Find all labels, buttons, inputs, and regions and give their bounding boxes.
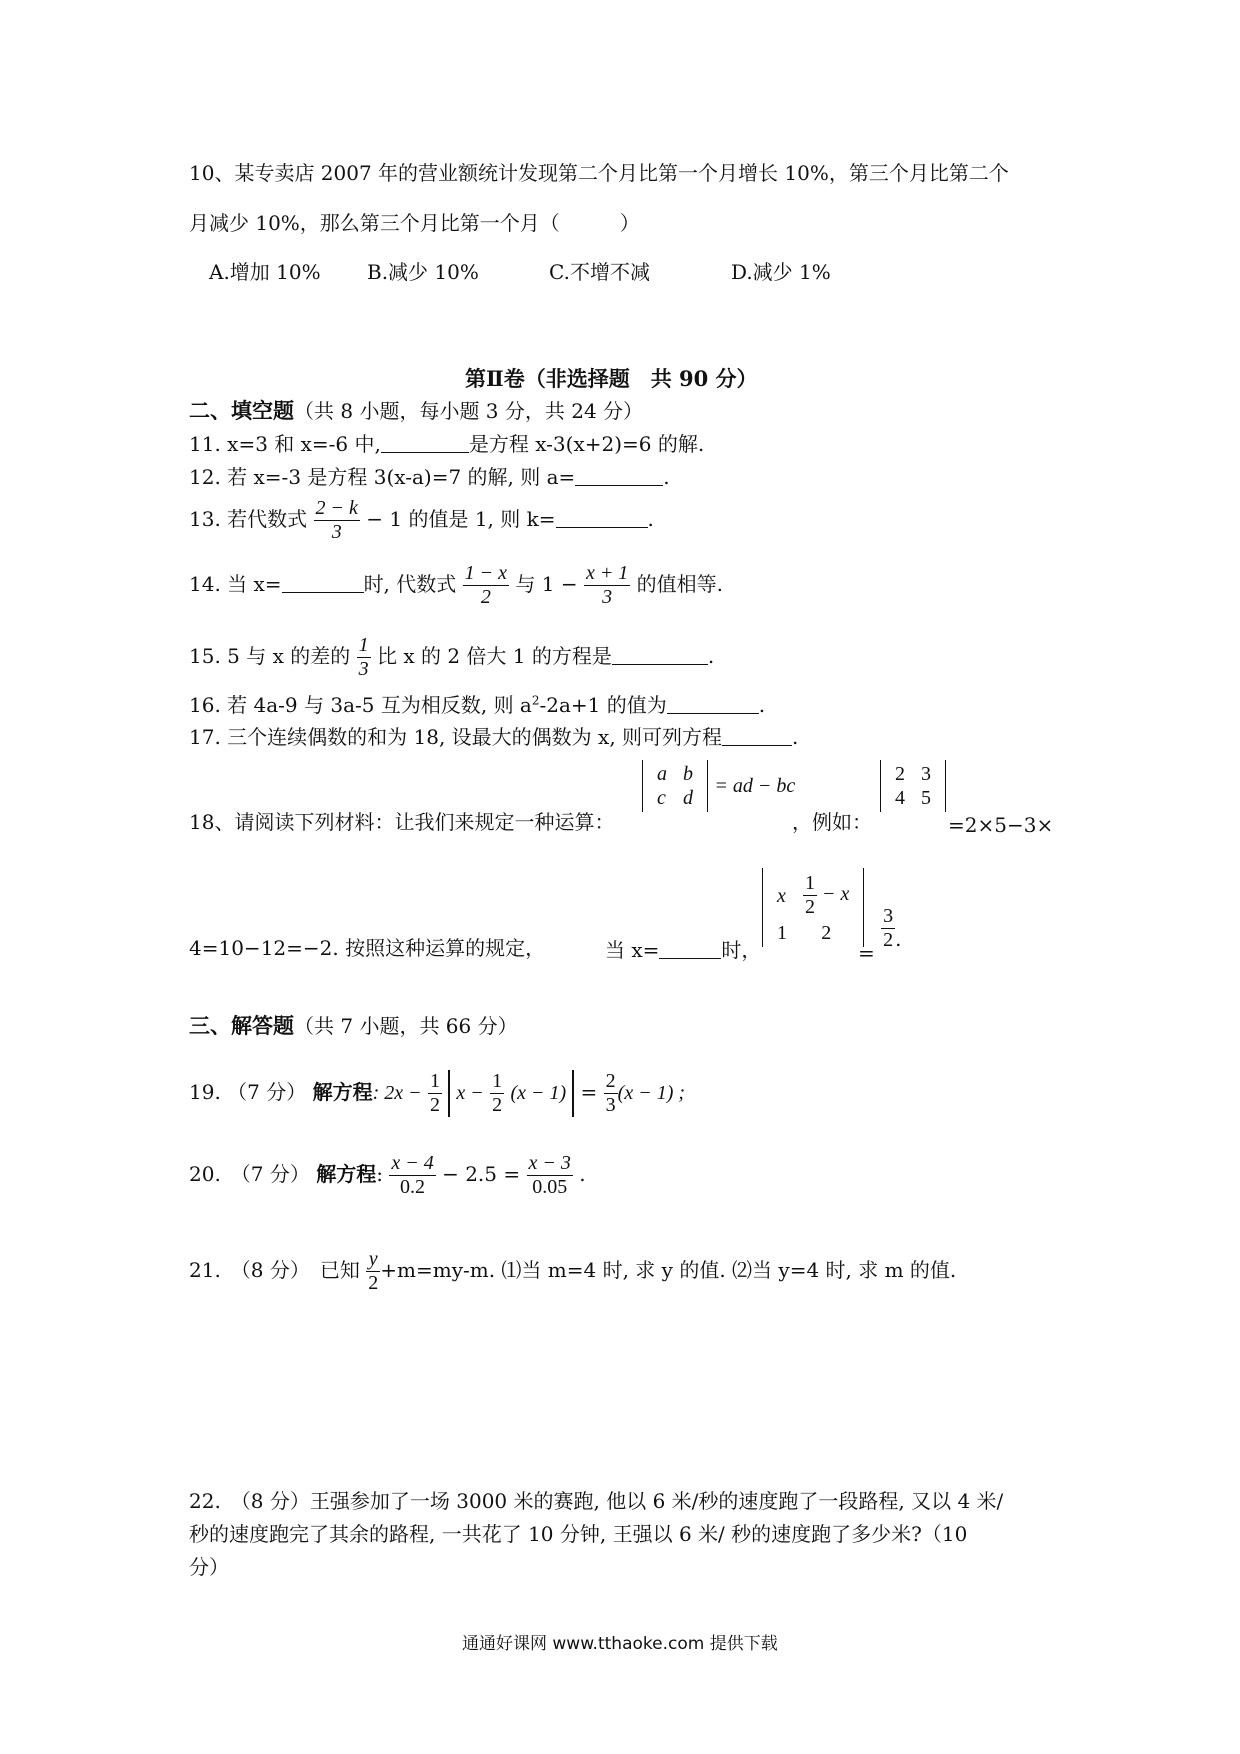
- q19-frac2-den: 2: [492, 1094, 503, 1116]
- q18-det3-x: x: [777, 884, 786, 907]
- q18-example-det: [880, 760, 946, 812]
- q13: [189, 497, 654, 544]
- q18-det3-frac-num: 1: [805, 872, 815, 894]
- q18-res-den: 2: [883, 929, 894, 951]
- q21-frac: [366, 1248, 380, 1295]
- q20-frac2: [527, 1152, 573, 1199]
- q22-line3: 分）: [189, 1555, 229, 1579]
- part2-title: 第Ⅱ卷（非选择题 共 90 分）: [465, 366, 758, 391]
- q19-text-a: : 2x −: [372, 1082, 422, 1104]
- q19-label: 解方程: [312, 1080, 373, 1104]
- q16: [189, 693, 765, 715]
- q16-text-b: -2a+1 的值为: [539, 693, 667, 717]
- q14-fraction-1: [463, 562, 509, 609]
- q18-det3-d: 2: [821, 922, 832, 944]
- q14-text-a: 14. 当 x=: [189, 572, 282, 596]
- q18-det3-frac: [803, 872, 817, 919]
- q18-det3-box: [762, 868, 864, 947]
- q20-frac1: [389, 1152, 435, 1199]
- q15-text-c: .: [707, 644, 715, 668]
- q18-det2-d: 5: [921, 787, 931, 809]
- q14-fraction-2: [584, 562, 630, 609]
- q12-text-a: 12. 若 x=-3 是方程 3(x-a)=7 的解, 则 a=: [189, 465, 576, 489]
- q19-frac3-num: 2: [605, 1070, 616, 1092]
- q15-fraction: [357, 634, 371, 681]
- q20-frac2-num: x − 3: [528, 1152, 571, 1174]
- q16-text-c: .: [758, 693, 766, 717]
- q13-text-d: .: [647, 507, 654, 531]
- q12: [189, 465, 670, 487]
- q20: [189, 1152, 586, 1199]
- q21-frac-num: y: [366, 1248, 380, 1272]
- q18-determinant-def: [642, 760, 795, 812]
- q20-label: 解方程: [316, 1162, 377, 1186]
- q18-det2-a: 2: [895, 763, 905, 785]
- q14-text-d: 的值相等.: [636, 572, 724, 596]
- q13-numerator: 2 − k: [315, 497, 358, 519]
- q18-det1: [642, 760, 708, 812]
- q22-line2: 秒的速度跑完了其余的路程, 一共花了 10 分钟, 王强以 6 米/ 秒的速度跑了多少米?（10: [189, 1522, 968, 1546]
- q18-det3: [762, 868, 864, 947]
- q14-text-b: 时, 代数式: [363, 572, 457, 596]
- q18-line2a: 4=10−12=−2. 按照这种运算的规定，: [189, 936, 546, 960]
- q19-frac2-num: 1: [492, 1070, 503, 1092]
- q17-text-b: .: [792, 725, 799, 749]
- q19-frac3: [604, 1070, 618, 1117]
- q16-superscript: 2: [531, 693, 540, 708]
- q19-frac1-num: 1: [430, 1070, 441, 1092]
- q18-det2-c: 4: [895, 787, 905, 809]
- q18-res-period: .: [895, 927, 902, 951]
- q21: [189, 1248, 956, 1295]
- q13-blank[interactable]: [556, 507, 648, 528]
- q18-intro: 18、请阅读下列材料：让我们来规定一种运算：: [189, 810, 615, 834]
- q20-frac1-den: 0.2: [400, 1176, 426, 1198]
- q20-frac2-den: 0.05: [532, 1176, 568, 1198]
- q18-res-frac: [881, 905, 895, 952]
- section2-title: 二、填空题: [189, 398, 294, 423]
- q18-blank[interactable]: [659, 938, 721, 959]
- q13-fraction: [314, 497, 360, 544]
- q18-res-num: 3: [883, 905, 894, 927]
- q19-text-e: (x − 1) ;: [617, 1082, 686, 1104]
- q20-colon: :: [376, 1162, 383, 1186]
- q15: [189, 634, 714, 681]
- q11-blank[interactable]: [381, 432, 469, 453]
- q18-det3-tail: − x: [822, 883, 850, 906]
- q15-text-a: 15. 5 与 x 的差的: [189, 644, 351, 668]
- q10-option-c: C.不增不减: [549, 260, 650, 284]
- q10-option-b: B.减少 10%: [367, 260, 479, 284]
- q17-blank[interactable]: [722, 725, 792, 746]
- q14-blank[interactable]: [282, 572, 364, 593]
- q19-prefix: 19. （7 分）: [189, 1080, 307, 1104]
- q21-prefix: 21. （8 分） 已知: [189, 1258, 360, 1282]
- q18-det2: [880, 760, 946, 812]
- q18-res-equals: =: [858, 941, 875, 965]
- q14-f1-numerator: 1 − x: [464, 562, 508, 584]
- q12-text-b: .: [663, 465, 670, 489]
- section3-header: [189, 1015, 518, 1036]
- q17-text-a: 17. 三个连续偶数的和为 18, 设最大的偶数为 x, 则可列方程: [189, 725, 723, 749]
- q19-text-b: x −: [456, 1082, 484, 1104]
- q10-option-a: A.增加 10%: [209, 260, 321, 284]
- q10-line2: 月减少 10%，那么第三个月比第一个月（ ）: [189, 211, 640, 235]
- q19: [189, 1070, 685, 1117]
- q21-frac-den: 2: [368, 1272, 379, 1294]
- q22-line1: 22. （8 分）王强参加了一场 3000 米的赛跑, 他以 6 米/秒的速度跑了一段路程, 又以 4 米/: [189, 1489, 1004, 1513]
- q18-rhs: = ad − bc: [714, 775, 796, 797]
- q13-text-c: − 1 的值是 1, 则 k=: [366, 507, 556, 531]
- q16-blank[interactable]: [667, 693, 759, 714]
- q15-text-b: 比 x 的 2 倍大 1 的方程是: [376, 644, 612, 668]
- q19-frac2: [490, 1070, 504, 1117]
- q14-f1-denominator: 2: [480, 586, 491, 608]
- q18-det1-b: b: [683, 763, 693, 785]
- q15-denominator: 3: [358, 658, 369, 680]
- q19-bracket: [448, 1070, 574, 1117]
- q18-det1-c: c: [657, 787, 666, 809]
- q20-prefix: 20. （7 分）: [189, 1162, 310, 1186]
- q11-text-b: 是方程 x-3(x+2)=6 的解.: [468, 432, 705, 456]
- footer-credit: 通通好课网 www.tthaoke.com 提供下载: [462, 1634, 778, 1654]
- q18-det1-a: a: [657, 763, 667, 785]
- q18-det3-c: 1: [777, 922, 787, 944]
- section2-header: [189, 400, 643, 421]
- q11: [189, 432, 704, 454]
- q18-det3-frac-den: 2: [805, 896, 815, 918]
- q13-denominator: 3: [331, 521, 342, 543]
- q19-equals: =: [580, 1080, 598, 1104]
- q16-text-a: 16. 若 4a-9 与 3a-5 互为相反数, 则 a: [189, 693, 532, 717]
- q18-det1-d: d: [683, 787, 693, 809]
- q10-line1: 10、某专卖店 2007 年的营业额统计发现第二个月比第一个月增长 10%，第三个月比第二个: [189, 161, 1009, 185]
- q19-text-c: (x − 1): [510, 1082, 567, 1104]
- q19-frac3-den: 3: [605, 1094, 616, 1116]
- q19-frac1: [428, 1070, 442, 1117]
- q14: [189, 562, 723, 609]
- q14-f2-denominator: 3: [602, 586, 613, 608]
- q14-text-c: 与 1 −: [515, 572, 578, 596]
- q19-frac1-den: 2: [430, 1094, 441, 1116]
- q20-text-a: − 2.5 =: [442, 1162, 521, 1186]
- q20-period: .: [579, 1162, 586, 1186]
- q18-when-x: 当 x=: [605, 938, 660, 962]
- q18-example-label: ，例如：: [792, 810, 872, 834]
- section3-note: （共 7 小题，共 66 分）: [294, 1014, 518, 1038]
- q14-f2-numerator: x + 1: [585, 562, 629, 584]
- q10-option-d: D.减少 1%: [731, 260, 831, 284]
- q17: [189, 725, 798, 747]
- q21-text-b: +m=my-m. ⑴当 m=4 时, 求 y 的值. ⑵当 y=4 时, 求 m 的值.: [380, 1258, 957, 1282]
- q18-result: [858, 905, 901, 963]
- q15-numerator: 1: [358, 634, 369, 656]
- q13-text-a: 13. 若代数式: [189, 507, 308, 531]
- q18-det2-b: 3: [921, 763, 931, 785]
- section3-title: 三、解答题: [189, 1013, 294, 1038]
- section2-note: （共 8 小题，每小题 3 分，共 24 分）: [294, 399, 644, 423]
- q18-then: 时，: [721, 938, 762, 962]
- q15-blank[interactable]: [612, 644, 708, 665]
- q20-frac1-num: x − 4: [391, 1152, 434, 1174]
- q18-line2b: [605, 938, 761, 960]
- q11-text-a: 11. x=3 和 x=-6 中,: [189, 432, 381, 456]
- q12-blank[interactable]: [575, 465, 663, 486]
- q18-calc1: =2×5−3×: [948, 813, 1054, 837]
